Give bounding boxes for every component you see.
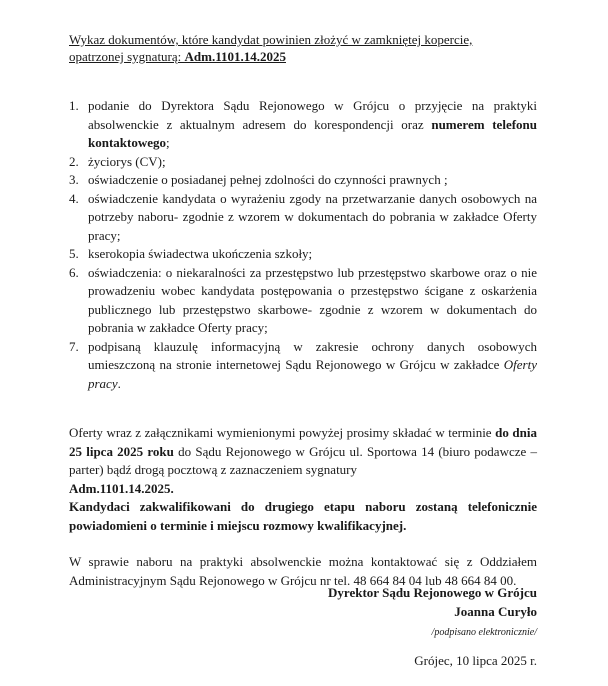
heading-line-1: Wykaz dokumentów, które kandydat powinien złożyć w zamkniętej kopercie,	[69, 32, 473, 47]
document-item-text-end: ;	[166, 135, 170, 150]
document-item-number: 7.	[69, 338, 79, 354]
document-heading	[69, 31, 537, 65]
offers-paragraph	[69, 424, 537, 535]
qualified-candidates-note: Kandydaci zakwalifikowani do drugiego etapu naboru zostaną telefonicznie powiadomieni o terminie i miejscu rozmowy kwalifikacyjnej.	[69, 499, 537, 533]
signatory-name: Joanna Curyło	[454, 604, 537, 619]
offers-deadline: do dnia 25 lipca 2025 roku	[69, 425, 537, 459]
offers-address-text: do Sądu Rejonowego w Grójcu ul. Sportowa 14 (biuro podawcze – parter) bądź drogą pocztową z zaznaczeniem sygnatury	[69, 443, 538, 477]
place-and-date: Grójec, 10 lipca 2025 r.	[414, 653, 537, 668]
document-item-number: 1.	[69, 98, 79, 113]
signatory-title: Dyrektor Sądu Rejonowego w Grójcu	[328, 585, 537, 600]
document-item-5	[69, 245, 537, 264]
document-item-italic-text: Oferty pracy	[88, 357, 537, 391]
document-item-number: 6.	[69, 264, 79, 280]
document-item-number: 3.	[69, 172, 79, 187]
offers-text: Oferty wraz z załącznikami wymienionymi powyżej prosimy składać w terminie	[69, 425, 496, 440]
document-item-text: oświadczenie o posiadanej pełnej zdolności do czynności prawnych ;	[88, 172, 448, 187]
document-item-3	[69, 171, 537, 190]
document-item-text: podanie do Dyrektora Sądu Rejonowego w Grójcu o przyjęcie na praktyki absolwenckie z aktualnym adresem do korespondencji oraz	[88, 98, 537, 132]
document-item-text: oświadczenie kandydata o wyrażeniu zgody na przetwarzanie danych osobowych na potrzeby naboru- zgodnie z wzorem w dokumentach do pobrania w zakładce Oferty pracy;	[88, 190, 537, 243]
document-item-text: oświadczenia: o niekaralności za przestępstwo lub przestępstwo skarbowe oraz o nie prowadzeniu wobec kandydata postępowania o przestępstwo ścigane z oskarżenia publicznego lub przestępstwo skarbowe- zgodnie z wzorem w dokumentach do pobrania w zakładce Oferty pracy;	[88, 264, 537, 335]
document-item-text: kserokopia świadectwa ukończenia szkoły;	[88, 246, 313, 261]
signature-block	[328, 583, 537, 641]
heading-signature: Adm.1101.14.2025	[184, 49, 286, 64]
document-item-7	[69, 338, 537, 394]
contact-paragraph: W sprawie naboru na praktyki absolwenckie można kontaktować się z Oddziałem Administracyjnym Sądu Rejonowego w Grójcu nr tel. 48 664 84 04 lub 48 664 84 00.	[69, 554, 537, 588]
document-item-text: życiorys (CV);	[88, 153, 166, 169]
document-item-text-end: .	[117, 375, 121, 391]
required-documents-list	[69, 97, 537, 393]
offers-signature: Adm.1101.14.2025.	[69, 480, 174, 496]
document-item-6	[69, 264, 537, 338]
document-item-1	[69, 97, 537, 153]
document-item-text: podpisaną klauzulę informacyjną w zakresie ochrony danych osobowych umieszczoną na stronie internetowej Sądu Rejonowego w Grójcu w zakładce	[88, 338, 537, 372]
electronic-signature-note: /podpisano elektronicznie/	[431, 627, 537, 638]
document-item-number: 5.	[69, 246, 79, 261]
document-item-number: 2.	[69, 153, 79, 169]
document-page	[69, 31, 537, 590]
document-item-bold-text: numerem telefonu kontaktowego	[88, 116, 537, 150]
document-item-4	[69, 190, 537, 246]
document-item-2	[69, 153, 537, 172]
document-item-number: 4.	[69, 190, 79, 206]
heading-line-2-prefix: opatrzonej sygnaturą:	[69, 49, 185, 64]
